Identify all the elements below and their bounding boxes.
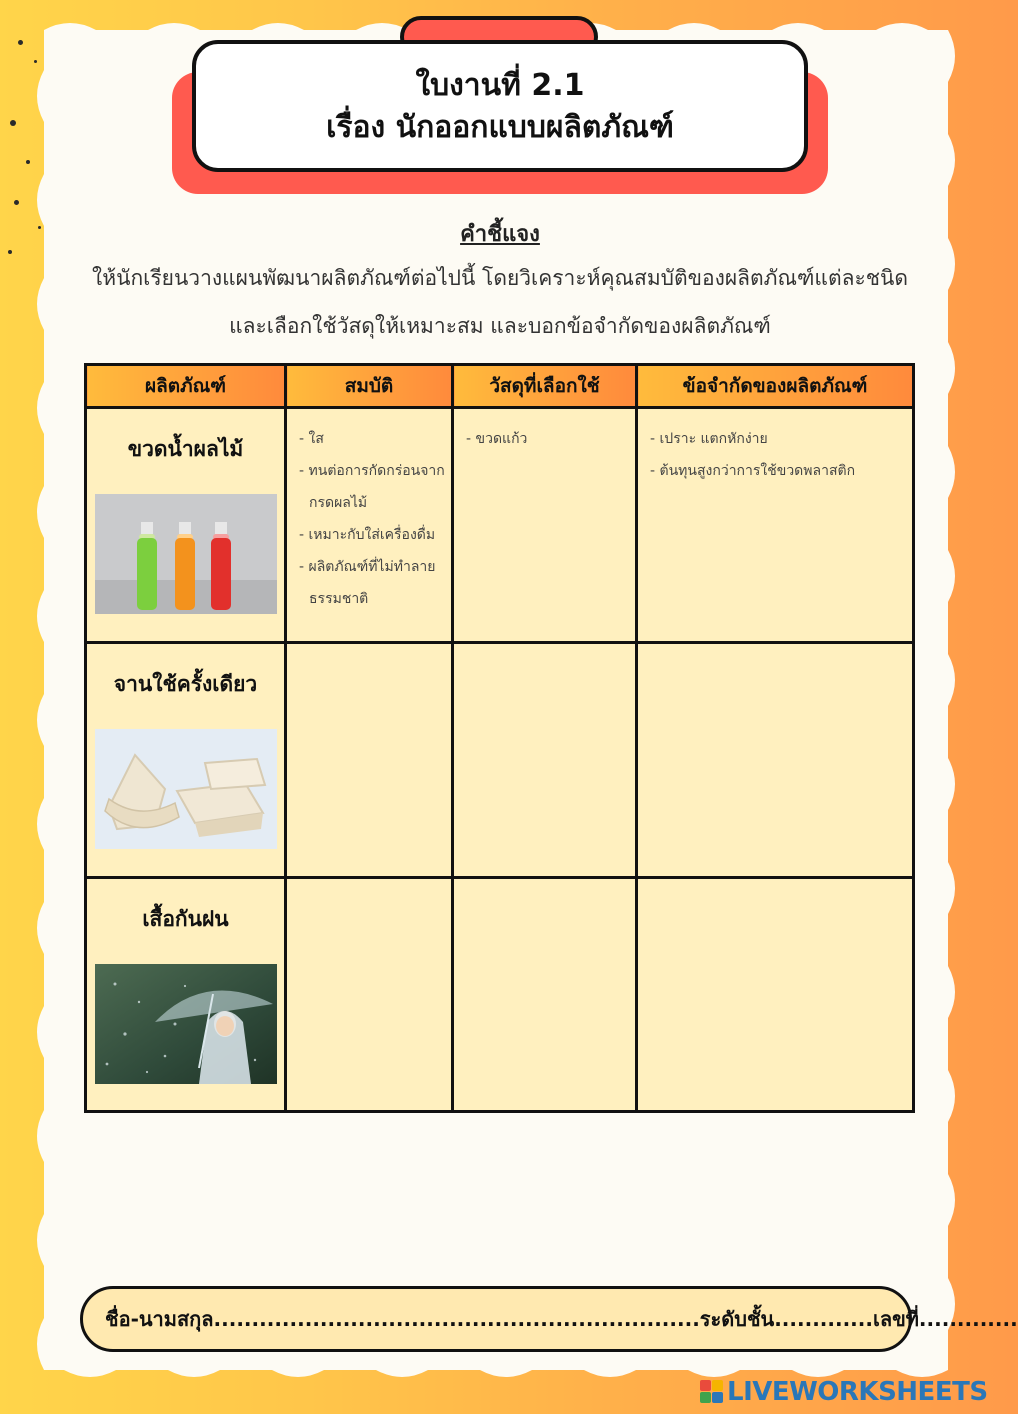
product-name: เสื้อกันฝน bbox=[142, 906, 229, 931]
property-item: - ทนต่อการกัดกร่อนจากกรดผลไม้ bbox=[293, 455, 447, 519]
student-name-field[interactable]: ชื่อ-นามสกุล................................................................ระดับชั้น.............เลขที่............. bbox=[80, 1286, 912, 1352]
property-item: - เหมาะกับใส่เครื่องดื่ม bbox=[293, 519, 447, 551]
worksheet-number: ใบงานที่ 2.1 bbox=[415, 68, 585, 103]
title-box bbox=[192, 40, 808, 172]
instructions-line-2: และเลือกใช้วัสดุให้เหมาะสม และบอกข้อจำกัดของผลิตภัณฑ์ bbox=[229, 314, 771, 338]
properties-cell[interactable] bbox=[286, 408, 453, 643]
table-row bbox=[86, 643, 914, 877]
disposable-plates-image bbox=[95, 729, 277, 849]
instructions-heading: คำชี้แจง bbox=[460, 222, 540, 247]
properties-cell[interactable] bbox=[286, 643, 453, 877]
instructions-line-1: ให้นักเรียนวางแผนพัฒนาผลิตภัณฑ์ต่อไปนี้ โดยวิเคราะห์คุณสมบัติของผลิตภัณฑ์แต่ละชนิด bbox=[92, 266, 908, 290]
limitations-cell[interactable] bbox=[637, 877, 914, 1111]
properties-cell[interactable] bbox=[286, 877, 453, 1111]
liveworksheets-logo-icon bbox=[700, 1380, 724, 1404]
juice-bottles-image bbox=[95, 494, 277, 614]
product-cell bbox=[86, 643, 286, 877]
materials-cell[interactable] bbox=[453, 877, 637, 1111]
materials-cell[interactable] bbox=[453, 643, 637, 877]
product-cell bbox=[86, 408, 286, 643]
product-cell bbox=[86, 877, 286, 1111]
header-materials: วัสดุที่เลือกใช้ bbox=[453, 365, 637, 408]
worksheet-title: เรื่อง นักออกแบบผลิตภัณฑ์ bbox=[326, 110, 674, 145]
liveworksheets-logo-text: LIVEWORKSHEETS bbox=[727, 1377, 988, 1407]
table-row bbox=[86, 877, 914, 1111]
material-item: - ขวดแก้ว bbox=[460, 423, 631, 455]
limitations-cell[interactable] bbox=[637, 408, 914, 643]
limitation-item: - เปราะ แตกหักง่าย bbox=[644, 423, 908, 455]
raincoat-image bbox=[95, 964, 277, 1084]
table-header-row bbox=[86, 365, 914, 408]
product-analysis-table bbox=[84, 363, 915, 1113]
limitation-item: - ต้นทุนสูงกว่าการใช้ขวดพลาสติก bbox=[644, 455, 908, 487]
property-item: - ใส bbox=[293, 423, 447, 455]
table-row bbox=[86, 408, 914, 643]
product-name: ขวดน้ำผลไม้ bbox=[127, 437, 244, 461]
liveworksheets-logo bbox=[700, 1377, 988, 1407]
materials-cell[interactable] bbox=[453, 408, 637, 643]
header-properties: สมบัติ bbox=[286, 365, 453, 408]
limitations-cell[interactable] bbox=[637, 643, 914, 877]
product-name: จานใช้ครั้งเดียว bbox=[113, 672, 258, 697]
header-limitations: ข้อจำกัดของผลิตภัณฑ์ bbox=[637, 365, 914, 408]
header-product: ผลิตภัณฑ์ bbox=[86, 365, 286, 408]
property-item: - ผลิตภัณฑ์ที่ไม่ทำลายธรรมชาติ bbox=[293, 551, 447, 615]
